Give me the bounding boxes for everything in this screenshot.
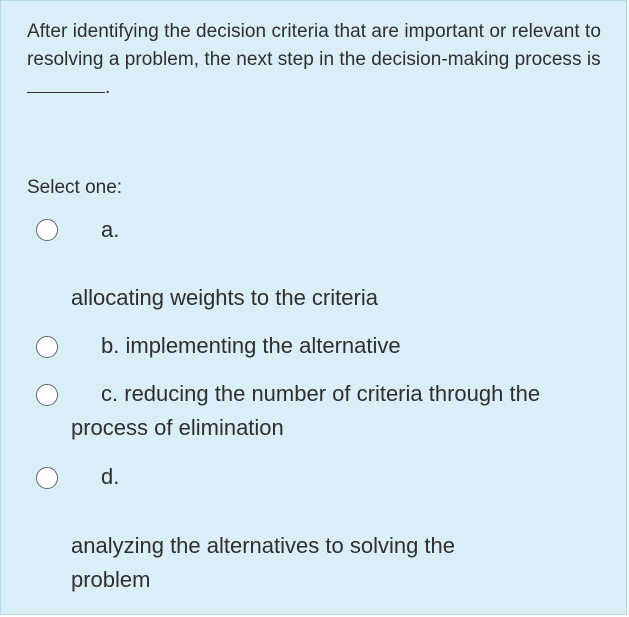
option-b-radio[interactable] [36, 336, 58, 358]
select-one-label: Select one: [27, 177, 123, 198]
option-c-letter: c. [101, 381, 119, 406]
question-text [27, 18, 612, 102]
option-b-label[interactable] [101, 329, 401, 363]
option-c-text-line1: reducing the number of criteria through the [124, 381, 541, 406]
option-d-text-line2[interactable]: problem [71, 567, 151, 592]
option-d-text-line1[interactable]: analyzing the alternatives to solving the [71, 533, 456, 558]
option-b-text: implementing the alternative [125, 333, 401, 358]
option-b-letter: b. [101, 333, 120, 358]
option-d-radio[interactable] [36, 467, 58, 489]
option-c-radio[interactable] [36, 384, 58, 406]
question-text-end: . [105, 77, 111, 98]
option-a-label[interactable]: allocating weights to the criteria [71, 285, 378, 310]
option-c-label[interactable] [101, 377, 540, 411]
question-text-main: After identifying the decision criteria that are important or relevant to resolving a problem, the next step in the decision-making process is [27, 21, 601, 70]
answer-blank [27, 77, 105, 93]
option-c-text-line2[interactable]: process of elimination [71, 415, 284, 440]
option-d-letter: d. [101, 464, 120, 489]
option-a-letter: a. [101, 217, 120, 242]
option-a-radio[interactable] [36, 219, 58, 241]
